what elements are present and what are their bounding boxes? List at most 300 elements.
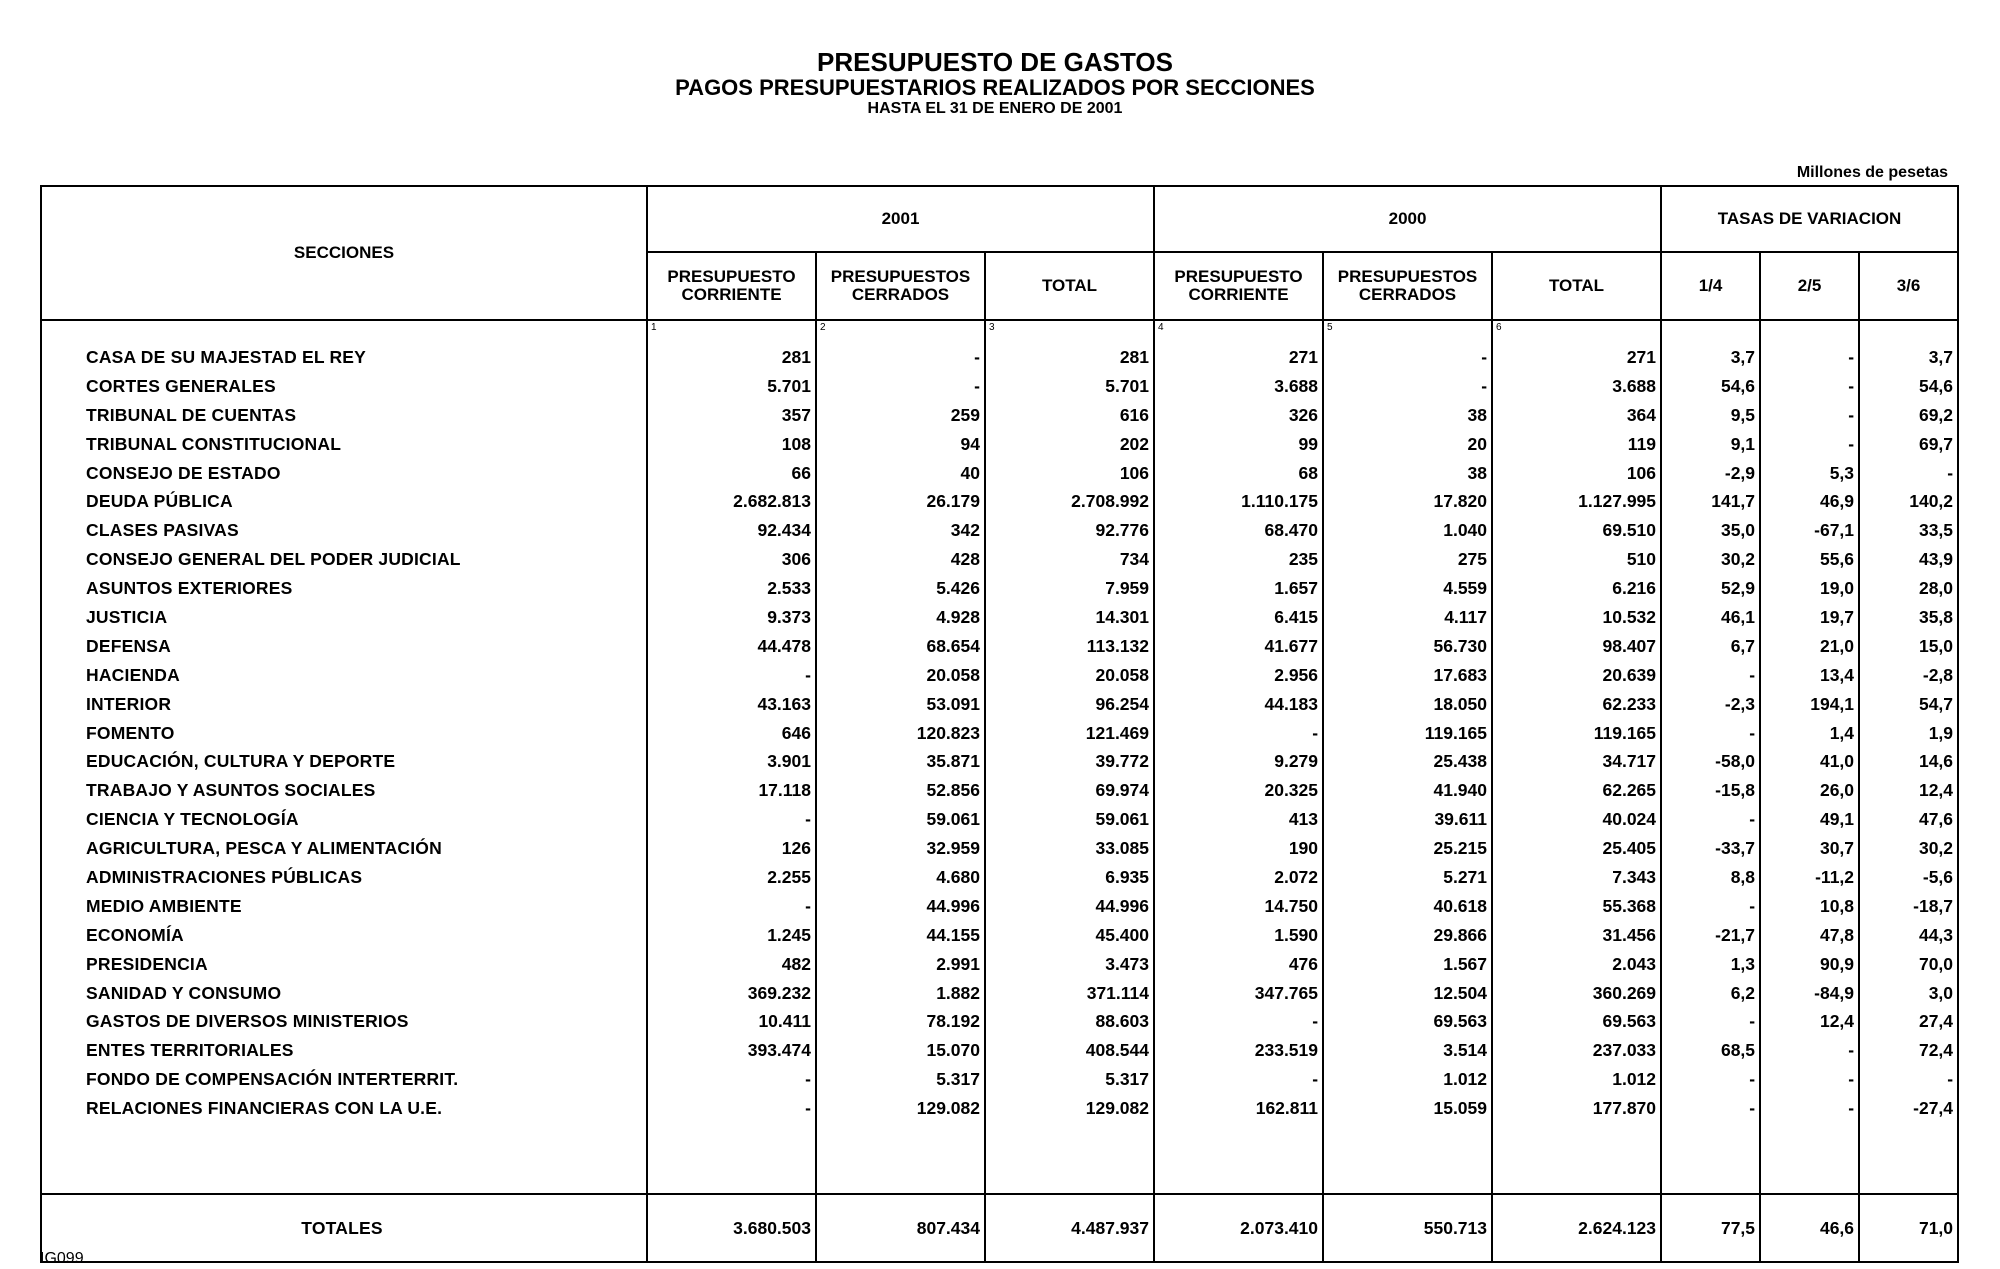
ratio-3-6-cell: 3,0	[1859, 979, 1958, 1008]
total-2001-cell: 281	[985, 343, 1154, 372]
ratio-3-6-cell: -	[1859, 1065, 1958, 1094]
ratio-1-4-cell: 52,9	[1661, 574, 1760, 603]
section-name: HACIENDA	[41, 661, 647, 690]
ratio-1-4-cell: -	[1661, 661, 1760, 690]
header-row-groups	[41, 186, 1958, 252]
table-row	[41, 921, 1958, 950]
section-name: TRABAJO Y ASUNTOS SOCIALES	[41, 776, 647, 805]
ratio-3-6-cell: 72,4	[1859, 1036, 1958, 1065]
ratio-2-5-cell: 12,4	[1760, 1007, 1859, 1036]
total-2000-cell: 10.532	[1492, 603, 1661, 632]
total-2000-cell: 98.407	[1492, 632, 1661, 661]
ratio-3-6-cell: 43,9	[1859, 545, 1958, 574]
total-2000-cell: 6.216	[1492, 574, 1661, 603]
pc-2000-cell: 2.072	[1154, 863, 1323, 892]
table-row	[41, 343, 1958, 372]
col-header-ratio-3-6: 3/6	[1859, 252, 1958, 320]
pc-2001-cell: 108	[647, 430, 816, 459]
pc-2000-cell: 41.677	[1154, 632, 1323, 661]
pc-2000-cell: 1.110.175	[1154, 487, 1323, 516]
pc-2001-cell: 9.373	[647, 603, 816, 632]
col-header-pce-2000: PRESUPUESTOS CERRADOS	[1323, 252, 1492, 320]
pc-2000-cell: 476	[1154, 950, 1323, 979]
spacer-row	[41, 1123, 1958, 1194]
column-number: 4	[1154, 320, 1323, 343]
ratio-3-6-cell: -27,4	[1859, 1094, 1958, 1123]
pc-2000-cell: 2.956	[1154, 661, 1323, 690]
pc-2000-cell: 3.688	[1154, 372, 1323, 401]
ratio-3-6-cell: 3,7	[1859, 343, 1958, 372]
pc-2001-cell: 17.118	[647, 776, 816, 805]
pce-2000-cell: 5.271	[1323, 863, 1492, 892]
pc-2000-cell: 235	[1154, 545, 1323, 574]
pce-2001-cell: 2.991	[816, 950, 985, 979]
total-2000-cell: 2.043	[1492, 950, 1661, 979]
pc-2001-cell: 369.232	[647, 979, 816, 1008]
ratio-2-5-cell: -	[1760, 401, 1859, 430]
col-header-pc-2001: PRESUPUESTO CORRIENTE	[647, 252, 816, 320]
ratio-3-6-cell: 15,0	[1859, 632, 1958, 661]
table-row	[41, 719, 1958, 748]
pc-2000-cell: 2.073.410	[1154, 1194, 1323, 1262]
table-row	[41, 776, 1958, 805]
total-2001-cell: 96.254	[985, 690, 1154, 719]
col-header-total-2001: TOTAL	[985, 252, 1154, 320]
section-name: ECONOMÍA	[41, 921, 647, 950]
total-2000-cell: 1.012	[1492, 1065, 1661, 1094]
section-name: PRESIDENCIA	[41, 950, 647, 979]
total-2001-cell: 69.974	[985, 776, 1154, 805]
total-2001-cell: 88.603	[985, 1007, 1154, 1036]
total-2001-cell: 45.400	[985, 921, 1154, 950]
total-2001-cell: 59.061	[985, 805, 1154, 834]
pc-2001-cell: 306	[647, 545, 816, 574]
pce-2000-cell: 25.438	[1323, 747, 1492, 776]
pce-2000-cell: 25.215	[1323, 834, 1492, 863]
section-name: CIENCIA Y TECNOLOGÍA	[41, 805, 647, 834]
ratio-2-5-cell: 19,0	[1760, 574, 1859, 603]
pce-2001-cell: 53.091	[816, 690, 985, 719]
group-header-2001: 2001	[647, 186, 1154, 252]
ratio-3-6-cell: 54,7	[1859, 690, 1958, 719]
pce-2001-cell: 78.192	[816, 1007, 985, 1036]
section-name: ADMINISTRACIONES PÚBLICAS	[41, 863, 647, 892]
pce-2001-cell: 15.070	[816, 1036, 985, 1065]
section-name: ENTES TERRITORIALES	[41, 1036, 647, 1065]
column-number-row	[41, 320, 1958, 343]
pc-2000-cell: 44.183	[1154, 690, 1323, 719]
units-label: Millones de pesetas	[1796, 164, 1948, 181]
pc-2000-cell: -	[1154, 1007, 1323, 1036]
pc-2000-cell: 271	[1154, 343, 1323, 372]
total-2001-cell: 371.114	[985, 979, 1154, 1008]
ratio-1-4-cell: -15,8	[1661, 776, 1760, 805]
pce-2001-cell: 59.061	[816, 805, 985, 834]
pce-2000-cell: 12.504	[1323, 979, 1492, 1008]
pc-2001-cell: -	[647, 661, 816, 690]
pc-2001-cell: 2.255	[647, 863, 816, 892]
ratio-2-5-cell: -	[1760, 430, 1859, 459]
total-2000-cell: 2.624.123	[1492, 1194, 1661, 1262]
ratio-1-4-cell: -2,3	[1661, 690, 1760, 719]
total-2000-cell: 237.033	[1492, 1036, 1661, 1065]
total-2001-cell: 408.544	[985, 1036, 1154, 1065]
pc-2001-cell: 2.682.813	[647, 487, 816, 516]
pc-2001-cell: 393.474	[647, 1036, 816, 1065]
report-title: PRESUPUESTO DE GASTOS	[817, 47, 1173, 77]
ratio-3-6-cell: 1,9	[1859, 719, 1958, 748]
table-row	[41, 805, 1958, 834]
pce-2000-cell: 550.713	[1323, 1194, 1492, 1262]
pc-2001-cell: 5.701	[647, 372, 816, 401]
pce-2001-cell: 129.082	[816, 1094, 985, 1123]
total-2001-cell: 39.772	[985, 747, 1154, 776]
total-2000-cell: 510	[1492, 545, 1661, 574]
total-2000-cell: 55.368	[1492, 892, 1661, 921]
table-row	[41, 1094, 1958, 1123]
pc-2000-cell: -	[1154, 719, 1323, 748]
ratio-1-4-cell: 1,3	[1661, 950, 1760, 979]
pc-2000-cell: 413	[1154, 805, 1323, 834]
section-name: INTERIOR	[41, 690, 647, 719]
ratio-2-5-cell: 21,0	[1760, 632, 1859, 661]
pce-2001-cell: 40	[816, 459, 985, 488]
ratio-1-4-cell: -	[1661, 1007, 1760, 1036]
col-header-pc-2000: PRESUPUESTO CORRIENTE	[1154, 252, 1323, 320]
pce-2000-cell: 1.567	[1323, 950, 1492, 979]
pce-2001-cell: 26.179	[816, 487, 985, 516]
totals-row	[41, 1194, 1958, 1262]
table-row	[41, 892, 1958, 921]
total-2001-cell: 616	[985, 401, 1154, 430]
table-row	[41, 632, 1958, 661]
section-name: MEDIO AMBIENTE	[41, 892, 647, 921]
pc-2000-cell: 6.415	[1154, 603, 1323, 632]
table-row	[41, 1065, 1958, 1094]
pce-2000-cell: 41.940	[1323, 776, 1492, 805]
ratio-3-6-cell: 44,3	[1859, 921, 1958, 950]
section-name: TRIBUNAL CONSTITUCIONAL	[41, 430, 647, 459]
column-number: 3	[985, 320, 1154, 343]
ratio-3-6-cell: 140,2	[1859, 487, 1958, 516]
ratio-2-5-cell: 19,7	[1760, 603, 1859, 632]
pce-2001-cell: 35.871	[816, 747, 985, 776]
ratio-3-6-cell: -18,7	[1859, 892, 1958, 921]
pce-2001-cell: -	[816, 343, 985, 372]
table-row	[41, 690, 1958, 719]
table-row	[41, 401, 1958, 430]
table-row	[41, 834, 1958, 863]
pc-2000-cell: 14.750	[1154, 892, 1323, 921]
ratio-1-4-cell: 6,2	[1661, 979, 1760, 1008]
ratio-3-6-cell: 69,7	[1859, 430, 1958, 459]
total-2000-cell: 62.233	[1492, 690, 1661, 719]
ratio-3-6-cell: 69,2	[1859, 401, 1958, 430]
ratio-1-4-cell: 3,7	[1661, 343, 1760, 372]
table-row	[41, 516, 1958, 545]
ratio-3-6-cell: 14,6	[1859, 747, 1958, 776]
table-row	[41, 574, 1958, 603]
pce-2000-cell: 3.514	[1323, 1036, 1492, 1065]
pce-2001-cell: 32.959	[816, 834, 985, 863]
ratio-2-5-cell: 47,8	[1760, 921, 1859, 950]
total-2000-cell: 34.717	[1492, 747, 1661, 776]
pc-2001-cell: 482	[647, 950, 816, 979]
pce-2000-cell: 1.040	[1323, 516, 1492, 545]
pc-2001-cell: 3.901	[647, 747, 816, 776]
total-2001-cell: 2.708.992	[985, 487, 1154, 516]
pc-2000-cell: -	[1154, 1065, 1323, 1094]
section-name: RELACIONES FINANCIERAS CON LA U.E.	[41, 1094, 647, 1123]
section-name: TRIBUNAL DE CUENTAS	[41, 401, 647, 430]
table-row	[41, 603, 1958, 632]
column-number: 6	[1492, 320, 1661, 343]
table-row	[41, 1036, 1958, 1065]
section-name: CASA DE SU MAJESTAD EL REY	[41, 343, 647, 372]
ratio-1-4-cell: 35,0	[1661, 516, 1760, 545]
pc-2001-cell: 357	[647, 401, 816, 430]
total-2000-cell: 177.870	[1492, 1094, 1661, 1123]
total-2000-cell: 119.165	[1492, 719, 1661, 748]
pce-2000-cell: 17.820	[1323, 487, 1492, 516]
ratio-3-6-cell: 35,8	[1859, 603, 1958, 632]
pce-2001-cell: 68.654	[816, 632, 985, 661]
ratio-2-5-cell: 46,9	[1760, 487, 1859, 516]
ratio-2-5-cell: -11,2	[1760, 863, 1859, 892]
pc-2001-cell: 92.434	[647, 516, 816, 545]
pce-2000-cell: -	[1323, 372, 1492, 401]
section-name: FOMENTO	[41, 719, 647, 748]
ratio-2-5-cell: 55,6	[1760, 545, 1859, 574]
table-row	[41, 979, 1958, 1008]
total-2000-cell: 271	[1492, 343, 1661, 372]
ratio-1-4-cell: 54,6	[1661, 372, 1760, 401]
total-2001-cell: 6.935	[985, 863, 1154, 892]
ratio-3-6-cell: 70,0	[1859, 950, 1958, 979]
group-header-2000: 2000	[1154, 186, 1661, 252]
table-row	[41, 459, 1958, 488]
total-2000-cell: 364	[1492, 401, 1661, 430]
total-2000-cell: 20.639	[1492, 661, 1661, 690]
total-2000-cell: 3.688	[1492, 372, 1661, 401]
ratio-3-6-cell: 27,4	[1859, 1007, 1958, 1036]
pc-2000-cell: 162.811	[1154, 1094, 1323, 1123]
pce-2001-cell: 20.058	[816, 661, 985, 690]
ratio-3-6-cell: 71,0	[1859, 1194, 1958, 1262]
ratio-2-5-cell: -	[1760, 1065, 1859, 1094]
total-2001-cell: 734	[985, 545, 1154, 574]
ratio-1-4-cell: -	[1661, 719, 1760, 748]
pc-2001-cell: 10.411	[647, 1007, 816, 1036]
pce-2001-cell: 428	[816, 545, 985, 574]
group-header-tasas: TASAS DE VARIACION	[1661, 186, 1958, 252]
total-2000-cell: 62.265	[1492, 776, 1661, 805]
total-2001-cell: 202	[985, 430, 1154, 459]
pc-2001-cell: 646	[647, 719, 816, 748]
pc-2001-cell: -	[647, 1065, 816, 1094]
pc-2000-cell: 99	[1154, 430, 1323, 459]
total-2000-cell: 1.127.995	[1492, 487, 1661, 516]
report-subtitle: PAGOS PRESUPUESTARIOS REALIZADOS POR SECCIONES	[675, 75, 1315, 100]
total-2001-cell: 44.996	[985, 892, 1154, 921]
ratio-1-4-cell: -	[1661, 1065, 1760, 1094]
section-name: CONSEJO GENERAL DEL PODER JUDICIAL	[41, 545, 647, 574]
pce-2001-cell: 5.426	[816, 574, 985, 603]
ratio-3-6-cell: -5,6	[1859, 863, 1958, 892]
sections-header: SECCIONES	[41, 186, 647, 320]
pce-2000-cell: 40.618	[1323, 892, 1492, 921]
pce-2000-cell: 39.611	[1323, 805, 1492, 834]
total-2001-cell: 113.132	[985, 632, 1154, 661]
ratio-2-5-cell: 10,8	[1760, 892, 1859, 921]
pc-2001-cell: 44.478	[647, 632, 816, 661]
pce-2000-cell: 56.730	[1323, 632, 1492, 661]
section-name: EDUCACIÓN, CULTURA Y DEPORTE	[41, 747, 647, 776]
table-row	[41, 950, 1958, 979]
column-number: 2	[816, 320, 985, 343]
total-2000-cell: 31.456	[1492, 921, 1661, 950]
ratio-2-5-cell: 5,3	[1760, 459, 1859, 488]
ratio-3-6-cell: 28,0	[1859, 574, 1958, 603]
section-name: FONDO DE COMPENSACIÓN INTERTERRIT.	[41, 1065, 647, 1094]
table-row	[41, 545, 1958, 574]
total-2001-cell: 106	[985, 459, 1154, 488]
ratio-3-6-cell: 54,6	[1859, 372, 1958, 401]
ratio-3-6-cell: -	[1859, 459, 1958, 488]
total-2000-cell: 40.024	[1492, 805, 1661, 834]
ratio-2-5-cell: -84,9	[1760, 979, 1859, 1008]
pce-2001-cell: -	[816, 372, 985, 401]
pce-2000-cell: 20	[1323, 430, 1492, 459]
report-titles	[0, 48, 1990, 118]
pce-2000-cell: 18.050	[1323, 690, 1492, 719]
pc-2001-cell: 281	[647, 343, 816, 372]
ratio-2-5-cell: 13,4	[1760, 661, 1859, 690]
section-name: GASTOS DE DIVERSOS MINISTERIOS	[41, 1007, 647, 1036]
pce-2000-cell: 17.683	[1323, 661, 1492, 690]
ratio-1-4-cell: 77,5	[1661, 1194, 1760, 1262]
table-row	[41, 863, 1958, 892]
section-name: CORTES GENERALES	[41, 372, 647, 401]
pce-2000-cell: 69.563	[1323, 1007, 1492, 1036]
table-row	[41, 487, 1958, 516]
table-row	[41, 661, 1958, 690]
ratio-1-4-cell: 141,7	[1661, 487, 1760, 516]
pc-2000-cell: 326	[1154, 401, 1323, 430]
total-2001-cell: 92.776	[985, 516, 1154, 545]
pce-2000-cell: 38	[1323, 401, 1492, 430]
ratio-3-6-cell: 30,2	[1859, 834, 1958, 863]
pce-2001-cell: 342	[816, 516, 985, 545]
section-name: TOTALES	[41, 1194, 647, 1262]
total-2000-cell: 69.510	[1492, 516, 1661, 545]
ratio-3-6-cell: -2,8	[1859, 661, 1958, 690]
report-date-line: HASTA EL 31 DE ENERO DE 2001	[867, 100, 1123, 117]
pc-2000-cell: 20.325	[1154, 776, 1323, 805]
pc-2001-cell: -	[647, 892, 816, 921]
total-2001-cell: 4.487.937	[985, 1194, 1154, 1262]
pce-2001-cell: 44.155	[816, 921, 985, 950]
pc-2000-cell: 347.765	[1154, 979, 1323, 1008]
total-2001-cell: 7.959	[985, 574, 1154, 603]
total-2000-cell: 69.563	[1492, 1007, 1661, 1036]
section-name: ASUNTOS EXTERIORES	[41, 574, 647, 603]
total-2001-cell: 129.082	[985, 1094, 1154, 1123]
total-2000-cell: 106	[1492, 459, 1661, 488]
col-header-pce-2001: PRESUPUESTOS CERRADOS	[816, 252, 985, 320]
section-name: JUSTICIA	[41, 603, 647, 632]
pc-2001-cell: 2.533	[647, 574, 816, 603]
section-name: CONSEJO DE ESTADO	[41, 459, 647, 488]
ratio-1-4-cell: -58,0	[1661, 747, 1760, 776]
ratio-1-4-cell: -21,7	[1661, 921, 1760, 950]
ratio-1-4-cell: 30,2	[1661, 545, 1760, 574]
pc-2000-cell: 9.279	[1154, 747, 1323, 776]
ratio-2-5-cell: 90,9	[1760, 950, 1859, 979]
total-2001-cell: 121.469	[985, 719, 1154, 748]
pc-2001-cell: 1.245	[647, 921, 816, 950]
ratio-1-4-cell: -	[1661, 892, 1760, 921]
col-header-ratio-2-5: 2/5	[1760, 252, 1859, 320]
pce-2000-cell: 29.866	[1323, 921, 1492, 950]
ratio-1-4-cell: 46,1	[1661, 603, 1760, 632]
pc-2000-cell: 1.590	[1154, 921, 1323, 950]
ratio-2-5-cell: 49,1	[1760, 805, 1859, 834]
ratio-2-5-cell: -67,1	[1760, 516, 1859, 545]
col-header-total-2000: TOTAL	[1492, 252, 1661, 320]
ratio-2-5-cell: 194,1	[1760, 690, 1859, 719]
pce-2001-cell: 94	[816, 430, 985, 459]
pce-2000-cell: 1.012	[1323, 1065, 1492, 1094]
pce-2000-cell: 4.117	[1323, 603, 1492, 632]
total-2000-cell: 119	[1492, 430, 1661, 459]
pce-2000-cell: 38	[1323, 459, 1492, 488]
ratio-2-5-cell: 26,0	[1760, 776, 1859, 805]
pc-2001-cell: 43.163	[647, 690, 816, 719]
pc-2000-cell: 233.519	[1154, 1036, 1323, 1065]
ratio-1-4-cell: 6,7	[1661, 632, 1760, 661]
total-2000-cell: 7.343	[1492, 863, 1661, 892]
column-number: 1	[647, 320, 816, 343]
pce-2001-cell: 120.823	[816, 719, 985, 748]
pce-2001-cell: 5.317	[816, 1065, 985, 1094]
ratio-1-4-cell: 9,5	[1661, 401, 1760, 430]
ratio-1-4-cell: -2,9	[1661, 459, 1760, 488]
budget-table	[40, 185, 1959, 1263]
ratio-1-4-cell: -	[1661, 805, 1760, 834]
total-2001-cell: 20.058	[985, 661, 1154, 690]
document-code: IG099	[40, 1250, 84, 1267]
section-name: CLASES PASIVAS	[41, 516, 647, 545]
total-2001-cell: 5.701	[985, 372, 1154, 401]
pce-2001-cell: 44.996	[816, 892, 985, 921]
section-name: DEUDA PÚBLICA	[41, 487, 647, 516]
ratio-2-5-cell: 1,4	[1760, 719, 1859, 748]
table-row	[41, 372, 1958, 401]
section-name: AGRICULTURA, PESCA Y ALIMENTACIÓN	[41, 834, 647, 863]
ratio-1-4-cell: 8,8	[1661, 863, 1760, 892]
col-header-ratio-1-4: 1/4	[1661, 252, 1760, 320]
pce-2000-cell: 119.165	[1323, 719, 1492, 748]
ratio-2-5-cell: -	[1760, 343, 1859, 372]
column-number: 5	[1323, 320, 1492, 343]
pc-2001-cell: 126	[647, 834, 816, 863]
total-2000-cell: 25.405	[1492, 834, 1661, 863]
pce-2001-cell: 4.680	[816, 863, 985, 892]
pc-2000-cell: 68	[1154, 459, 1323, 488]
pc-2000-cell: 190	[1154, 834, 1323, 863]
total-2001-cell: 33.085	[985, 834, 1154, 863]
